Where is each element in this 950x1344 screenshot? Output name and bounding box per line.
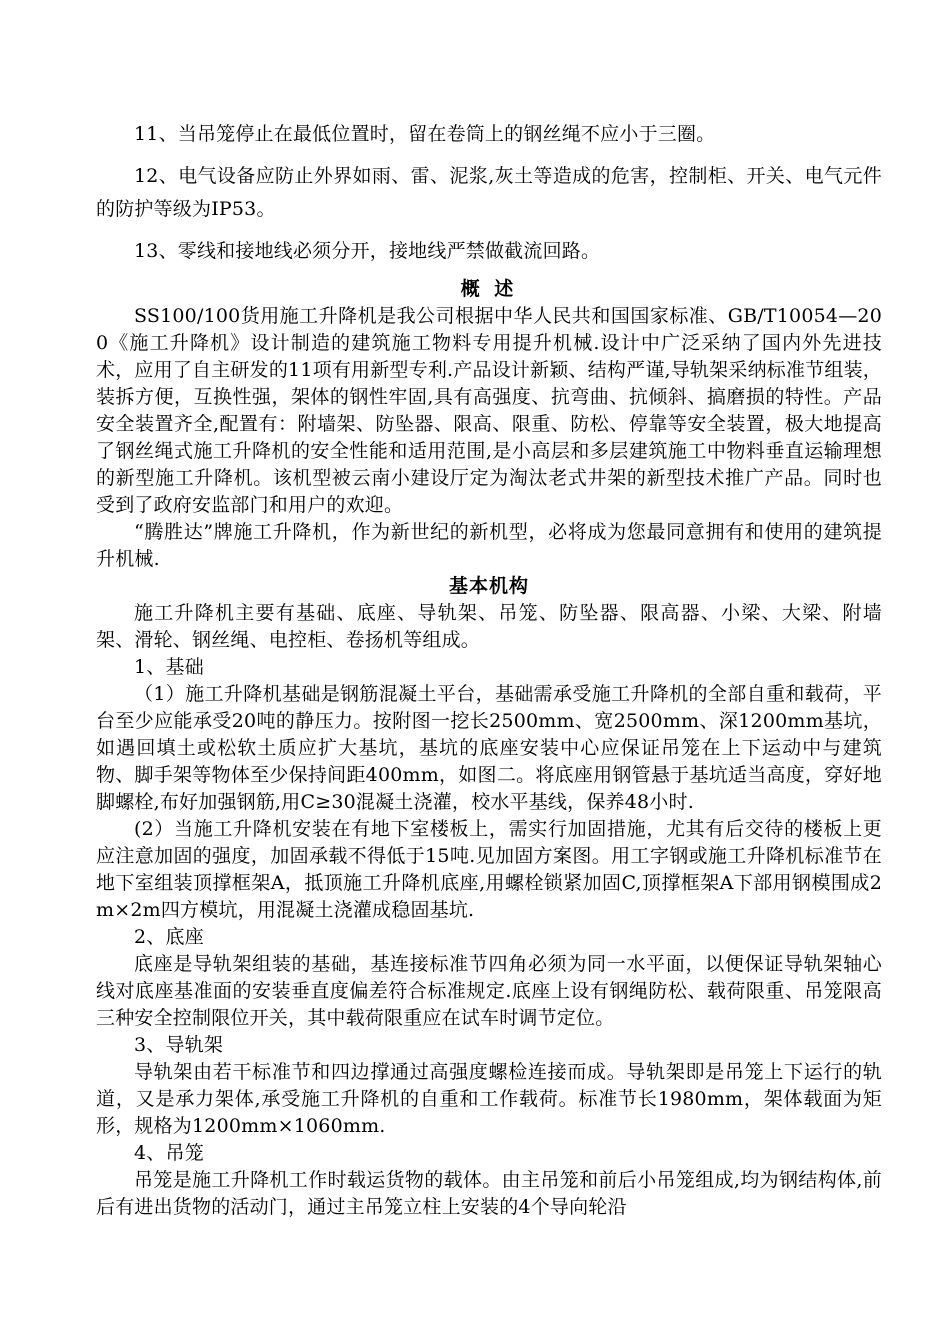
foundation-paragraph: (2）当施工升降机安装在有地下室楼板上，需实行加固措施，尤其有后交待的楼板上更应注意加固的强度，加固承载不得低于15吨.见加固方案图。用工字钢或施工升降机标准节在地下室组装顶撑框架A，抵顶施工升降机底座,用螺栓锁紧加固C,顶撑框架A下部用钢模围成2m×2m四方模坑，用混凝土浇灌成稳固基坑. <box>96 818 882 921</box>
section-title-base: 2、底座 <box>134 926 204 948</box>
section-title-cage: 4、吊笼 <box>134 1142 204 1164</box>
safety-items <box>96 118 882 268</box>
safety-item-12: 12、电气设备应防止外界如雨、雷、泥浆,灰土等造成的危害，控制柜、开关、电气元件的防护等级为IP53。 <box>96 165 882 220</box>
section-title-guide-rail: 3、导轨架 <box>134 1034 224 1056</box>
overview-paragraph: SS100/100货用施工升降机是我公司根据中华人民共和国国家标准、GB/T10054—200《施工升降机》设计制造的建筑施工物料专用提升机械.设计中广泛采纳了国内外先进技术，应用了自主研发的11项有用新型专利.产品设计新颖、结构严谨,导轨架采纳标准节组装，装拆方便，互换性强，架体的钢性牢固,具有高强度、抗弯曲、抗倾斜、搞磨损的特性。产品安全装置齐全,配置有：附墙架、防坠器、限高、限重、防松、停靠等安全装置，极大地提高了钢丝绳式施工升降机的安全性能和适用范围,是小高层和多层建筑施工中物料垂直运输理想的新型施工升降机。该机型被云南小建设厅定为淘汰老式井架的新型技术推广产品。同时也受到了政府安监部门和用户的欢迎。 <box>96 305 882 516</box>
structure-heading: 基本机构 <box>448 575 529 597</box>
section-title-foundation: 1、基础 <box>134 656 204 678</box>
spacer <box>96 268 882 276</box>
guide-rail-paragraph: 导轨架由若干标准节和四边撑通过高强度螺检连接而成。导轨架即是吊笼上下运行的轨道，又是承力架体,承受施工升降机的自重和工作载荷。标准节长1980mm，架体载面为矩形，规格为1200mm×1060mm. <box>96 1061 882 1137</box>
overview-paragraph: “腾胜达”牌施工升降机，作为新世纪的新机型，必将成为您最同意拥有和使用的建筑提升机械. <box>96 521 882 570</box>
structure-intro: 施工升降机主要有基础、底座、导轨架、吊笼、防坠器、限高器、小梁、大梁、附墙架、滑轮、钢丝绳、电控柜、卷扬机等组成。 <box>96 602 882 651</box>
cage-paragraph: 吊笼是施工升降机工作时载运货物的载体。由主吊笼和前后小吊笼组成,均为钢结构体,前后有进出货物的活动门，通过主吊笼立柱上安装的4个导向轮沿 <box>96 1169 882 1218</box>
safety-item-13: 13、零线和接地线必须分开，接地线严禁做截流回路。 <box>134 240 601 262</box>
overview-heading: 概 述 <box>460 278 518 300</box>
foundation-paragraph: （1）施工升降机基础是钢筋混凝土平台，基础需承受施工升降机的全部自重和载荷，平台至少应能承受20吨的静压力。按附图一挖长2500mm、宽2500mm、深1200mm基坑，如遇回填土或松软土质应扩大基坑，基坑的底座安装中心应保证吊笼在上下运动中与建筑物、脚手架等物体至少保持间距400mm，如图二。将底座用钢管悬于基坑适当高度，穿好地脚螺栓,布好加强钢筋,用C≥30混凝土浇灌，校水平基线，保养48小时. <box>96 683 882 813</box>
base-paragraph: 底座是导轨架组装的基础，基连接标准节四角必须为同一水平面，以便保证导轨架轴心线对底座基准面的安装垂直度偏差符合标准规定.底座上设有钢绳防松、载荷限重、吊笼限高三种安全控制限位开关，其中载荷限重应在试车时调节定位。 <box>96 953 882 1029</box>
safety-item-11: 11、当吊笼停止在最低位置时，留在卷筒上的钢丝绳不应小于三圈。 <box>134 123 716 145</box>
